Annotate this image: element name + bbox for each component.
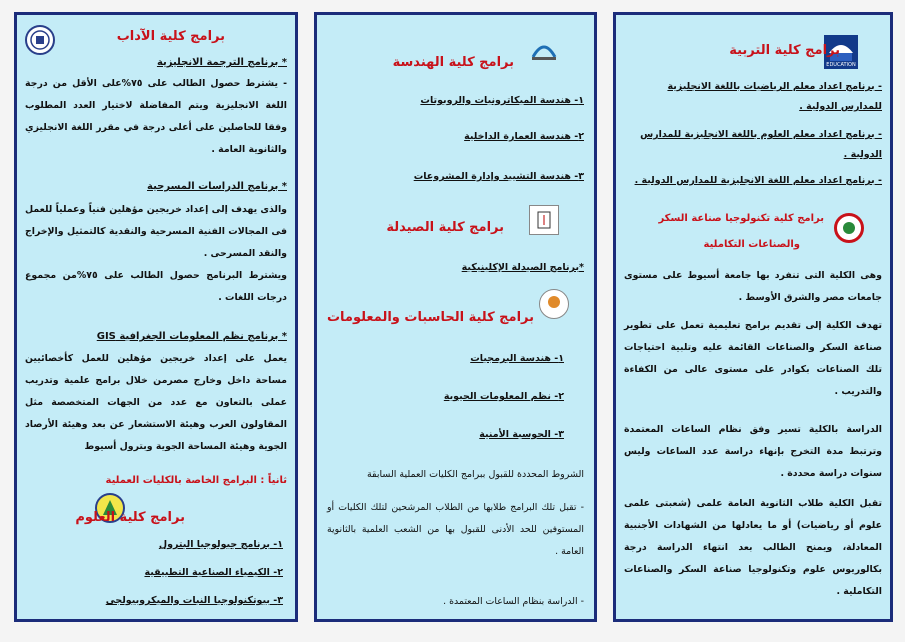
- practical-programs-subtitle: ثانياً : البرامج الخاصة بالكليات العملية: [105, 475, 287, 486]
- cs-faculty-logo: [539, 289, 569, 319]
- eng-item-3: ٣- هندسة التشييد وإدارة المشروعات: [413, 171, 584, 182]
- panel-eng-pharm-cs: [314, 12, 597, 622]
- conditions-text: - تقبل تلك البرامج طلابها من الطلاب المرشحين لتلك الكليات أو المستوفين للحد الأدنى للقبول بها من الشعب العلمية بالثانوية العامة .: [327, 502, 584, 557]
- cs-item-2: ٢- نظم المعلومات الحيوية: [443, 391, 564, 402]
- science-item-3: ٣- بيوتكنولوجيا النبات والميكروبيولجى: [105, 595, 283, 606]
- translation-header: * برنامج الترجمة الانجليزية: [156, 57, 287, 68]
- education-title: برامج كلية التربية: [729, 43, 840, 58]
- translation-text: - يشترط حصول الطالب على ٧٥%على الأقل من درجة اللغة الانجليزية ويتم المفاضلة لاختيار العدد المطلوب وفقا للحاصلين على أعلى درجة في مقرر اللغة الانجليزي والثانوية العامة .: [25, 78, 287, 155]
- science-item-2: ٢- الكيمياء الصناعية التطبيقية: [144, 567, 283, 578]
- theater-header: * برنامج الدراسات المسرحية: [147, 181, 287, 192]
- edu-item-3: - برنامج اعداد معلم اللغة الانجليزية للمدارس الدولية .: [634, 175, 882, 186]
- education-logo-text: EDUCATION: [826, 62, 856, 68]
- sugar-paragraph-1: وهى الكلية التى تنفرد بها جامعة أسيوط على مستوى جامعات مصر والشرق الأوسط .: [624, 270, 882, 303]
- arts-title: برامج كلية الآداب: [116, 29, 225, 44]
- gis-text: يعمل على إعداد خريجين مؤهلين للعمل كأخصائيين مساحة داخل وخارج مصرمن خلال برامج علمية وتدريب عملى بالتعاون مع عدد من الجهات المتخصصة مثل المقاولون العرب وهيئة الاستشعار عن بعد وهيئة الأرصاد الجوية وهيئة المساحة الجوية وبترول أسيوط: [25, 353, 287, 452]
- edu-item-2: - برنامج اعداد معلم العلوم باللغة الانجليزية للمدارس الدولية .: [640, 129, 882, 160]
- sugar-faculty-logo: [834, 213, 864, 243]
- science-item-1: ١- برنامج جيولوجيا البترول: [158, 539, 283, 550]
- cs-item-1: ١- هندسة البرمجيات: [470, 353, 564, 364]
- eng-item-2: ٢- هندسة العمارة الداخلية: [464, 131, 584, 142]
- eng-item-1: ١- هندسة الميكاترونيات والروبوتات: [420, 95, 584, 106]
- science-title: برامج كلية العلوم: [75, 510, 185, 525]
- gis-header: * برنامج نظم المعلومات الجغرافية GIS: [96, 331, 287, 342]
- sugar-title: برامج كلية تكنولوجيا صناعة السكر: [658, 213, 824, 224]
- theater-text-2: ويشترط البرنامج حصول الطالب على ٧٥%من مجموع درجات اللغات .: [25, 270, 288, 303]
- conditions-header: الشروط المحددة للقبول ببرامج الكليات العملية السابقة: [366, 469, 584, 480]
- theater-text: والذى يهدف إلى إعداد خريجين مؤهلين فنياً وعملياً للعمل فى المجالات الفنية المسرحية والنقدية كالتمثيل والإخراج والنقد المسرحى .: [25, 204, 287, 259]
- sugar-paragraph-2: تهدف الكلية إلى تقديم برامج تعليمية تعمل على تطوير صناعة السكر والصناعات القائمة عليه وتلبية احتياجات تلك الصناعات بكوادر على مستوى عالى من الكفاءة والتدريب .: [624, 320, 882, 397]
- panel-arts-science: [14, 12, 298, 622]
- arts-faculty-logo: [25, 25, 55, 55]
- sugar-paragraph-4: تقبل الكلية طلاب الثانوية العامة علمى (شعبتى علمى علوم أو رياضيات) أو ما يعادلها من الشهادات الأجنبية المعادلة، ويمنح الطالب بعد انتهاء الدراسة درجة بكالوريوس علوم وتكنولوجيا صناعة السكر والصناعات التكاملية .: [624, 498, 882, 597]
- cs-item-3: ٣- الحوسبة الأمنية: [479, 429, 564, 440]
- sugar-paragraph-3: الدراسة بالكلية تسير وفق نظام الساعات المعتمدة وترتبط مدة التخرج بإنهاء دراسة عدد الساعات وليس سنوات دراسة محددة .: [624, 424, 882, 479]
- engineering-title: برامج كلية الهندسة: [392, 55, 514, 70]
- engineering-logo: [529, 35, 559, 65]
- pharmacy-title: برامج كلية الصيدلة: [386, 220, 504, 235]
- sugar-title-2: والصناعات التكاملية: [703, 239, 800, 250]
- panel-education-sugar: [613, 12, 893, 622]
- pharmacy-logo: [529, 205, 559, 235]
- cs-title: برامج كلية الحاسبات والمعلومات: [326, 310, 534, 325]
- pharm-item-1: *برنامج الصيدلة الإكلينيكية: [461, 262, 584, 273]
- edu-item-1: - برنامج اعداد معلم الرياضيات باللغة الانجليزية للمدارس الدولية .: [667, 81, 882, 112]
- conditions-text-2: - الدراسة بنظام الساعات المعتمدة .: [443, 596, 584, 607]
